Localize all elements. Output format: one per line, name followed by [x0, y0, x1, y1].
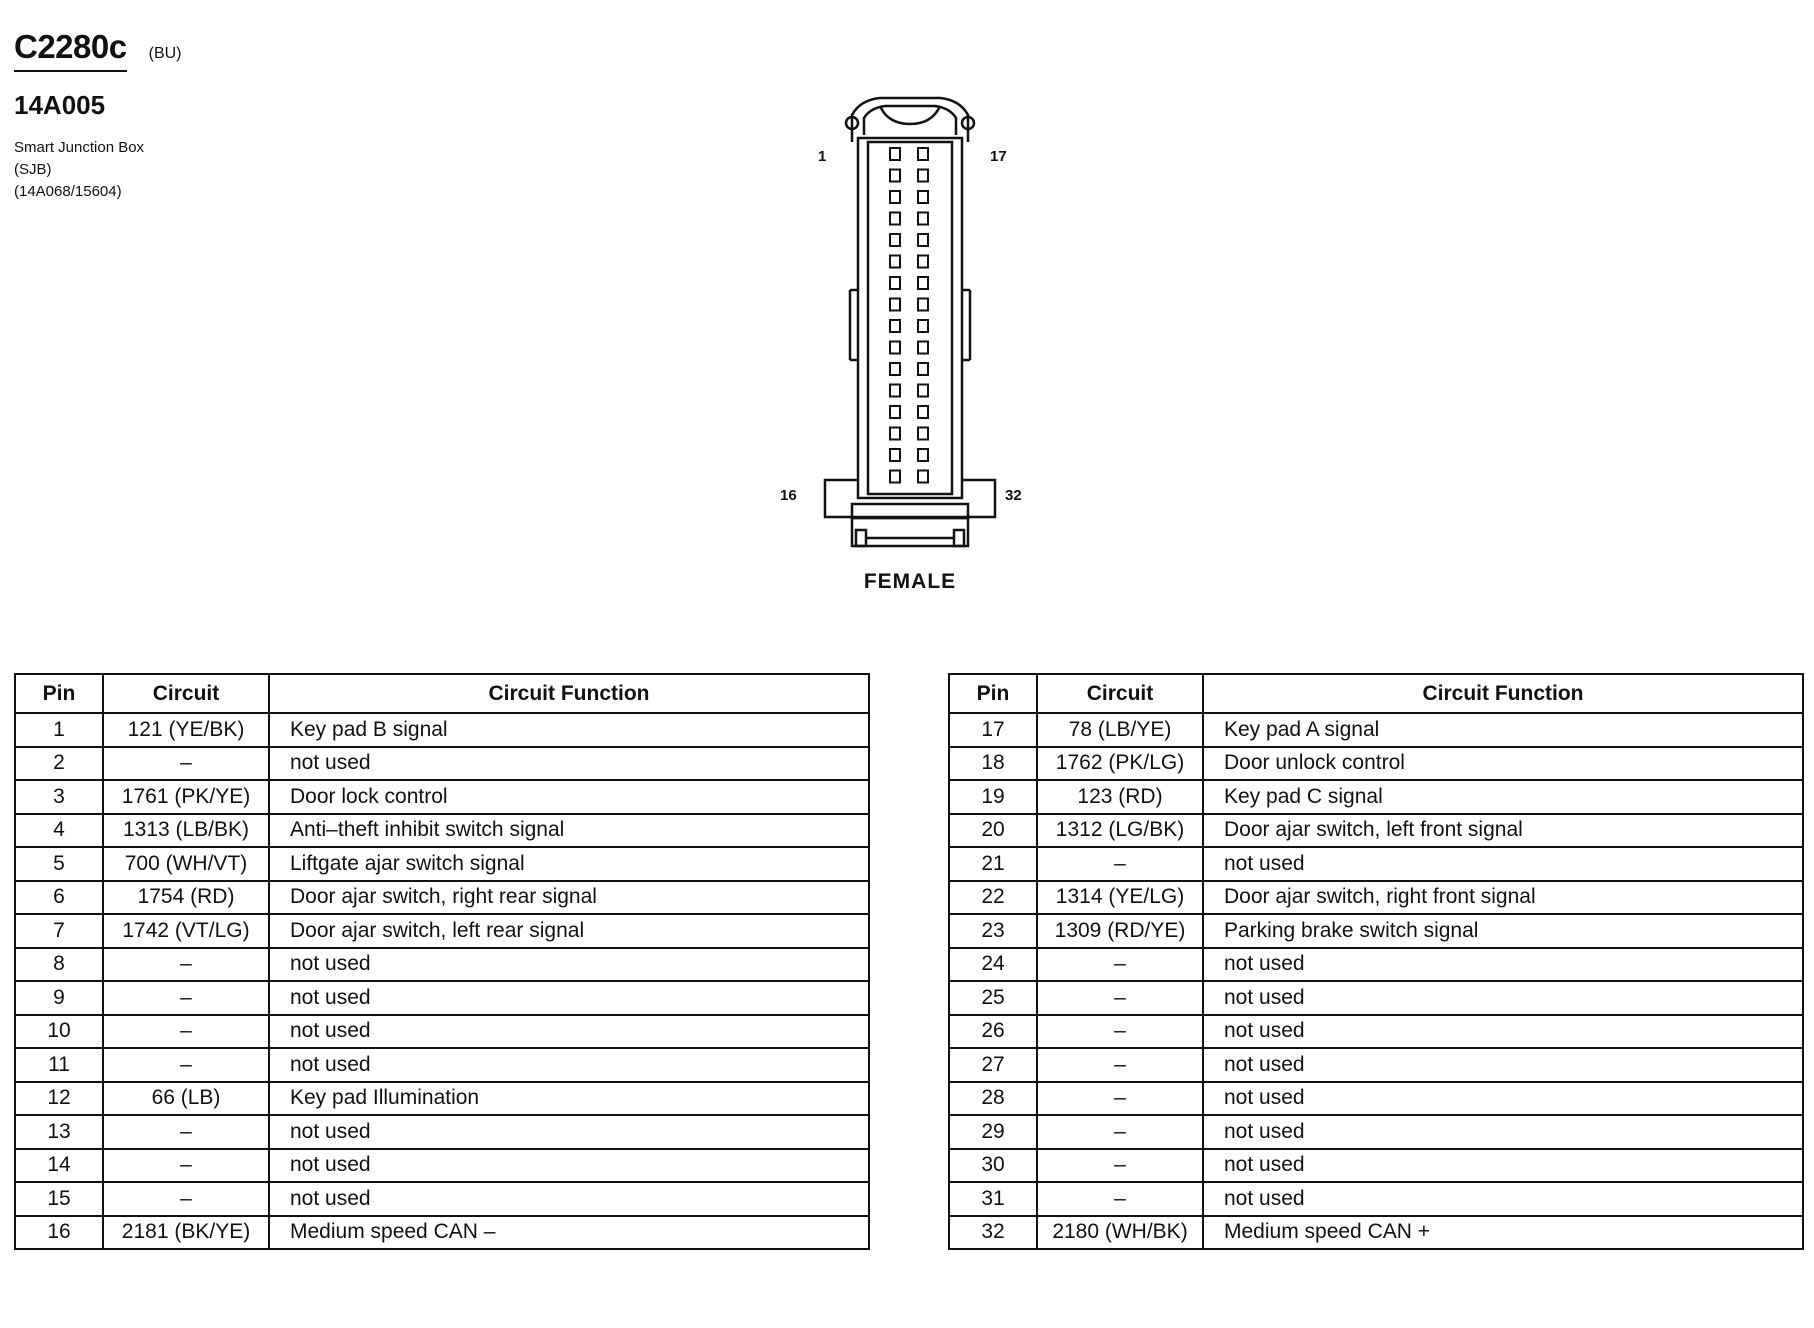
- table-row: [15, 814, 869, 848]
- pin-cell: 26: [949, 1015, 1037, 1049]
- function-cell: Door unlock control: [1203, 747, 1803, 781]
- function-cell: not used: [1203, 1182, 1803, 1216]
- table-row: [949, 948, 1803, 982]
- pin-cavity: [918, 256, 928, 268]
- pin-cavity: [890, 256, 900, 268]
- pin-cavity: [918, 428, 928, 440]
- circuit-cell: 1313 (LB/BK): [103, 814, 269, 848]
- circuit-cell: 1742 (VT/LG): [103, 914, 269, 948]
- circuit-cell: –: [103, 1015, 269, 1049]
- table-row: [949, 1216, 1803, 1250]
- table-row: [15, 1182, 869, 1216]
- header-function: Circuit Function: [269, 674, 869, 713]
- table-row: [15, 780, 869, 814]
- circuit-cell: 700 (WH/VT): [103, 847, 269, 881]
- table-row: [15, 881, 869, 915]
- pin-label-17: 17: [990, 148, 1007, 165]
- function-cell: Key pad A signal: [1203, 713, 1803, 747]
- circuit-cell: 1314 (YE/LG): [1037, 881, 1203, 915]
- table-row: [949, 1182, 1803, 1216]
- pin-cell: 30: [949, 1149, 1037, 1183]
- function-cell: not used: [1203, 1149, 1803, 1183]
- pin-cell: 22: [949, 881, 1037, 915]
- function-cell: Door ajar switch, right front signal: [1203, 881, 1803, 915]
- function-cell: not used: [269, 1115, 869, 1149]
- pin-cell: 7: [15, 914, 103, 948]
- pin-label-32: 32: [1005, 487, 1022, 504]
- function-cell: not used: [1203, 1015, 1803, 1049]
- pin-cell: 28: [949, 1082, 1037, 1116]
- pin-cell: 11: [15, 1048, 103, 1082]
- pin-cavity: [890, 385, 900, 397]
- table-row: [15, 1082, 869, 1116]
- pin-cell: 16: [15, 1216, 103, 1250]
- pin-cell: 10: [15, 1015, 103, 1049]
- function-cell: not used: [1203, 1082, 1803, 1116]
- table-row: [15, 1048, 869, 1082]
- header-pin: Pin: [15, 674, 103, 713]
- table-row: [15, 914, 869, 948]
- circuit-cell: 1761 (PK/YE): [103, 780, 269, 814]
- circuit-cell: 2181 (BK/YE): [103, 1216, 269, 1250]
- function-cell: Key pad B signal: [269, 713, 869, 747]
- function-cell: not used: [269, 1149, 869, 1183]
- circuit-cell: –: [1037, 948, 1203, 982]
- connector-color: (BU): [148, 45, 182, 62]
- circuit-cell: –: [103, 1149, 269, 1183]
- pin-label-1: 1: [818, 148, 827, 165]
- function-cell: Door lock control: [269, 780, 869, 814]
- table-row: [15, 948, 869, 982]
- pin-cell: 17: [949, 713, 1037, 747]
- pin-cell: 32: [949, 1216, 1037, 1250]
- pin-cavity: [918, 342, 928, 354]
- table-row: [949, 847, 1803, 881]
- description-line: (14A068/15604): [14, 183, 122, 200]
- function-cell: not used: [1203, 948, 1803, 982]
- pin-cell: 20: [949, 814, 1037, 848]
- function-cell: not used: [269, 1182, 869, 1216]
- table-row: [15, 1015, 869, 1049]
- pin-cavity: [918, 449, 928, 461]
- function-cell: Anti–theft inhibit switch signal: [269, 814, 869, 848]
- table-header-row: [15, 674, 869, 713]
- function-cell: Parking brake switch signal: [1203, 914, 1803, 948]
- pinout-table-left: [14, 673, 870, 1250]
- table-row: [15, 981, 869, 1015]
- pin-cell: 24: [949, 948, 1037, 982]
- function-cell: not used: [269, 1015, 869, 1049]
- table-row: [949, 914, 1803, 948]
- circuit-cell: 66 (LB): [103, 1082, 269, 1116]
- circuit-cell: –: [1037, 1149, 1203, 1183]
- header-circuit: Circuit: [1037, 674, 1203, 713]
- description-line: Smart Junction Box: [14, 139, 145, 156]
- table-row: [949, 814, 1803, 848]
- circuit-cell: –: [1037, 981, 1203, 1015]
- table-row: [949, 1115, 1803, 1149]
- pin-cell: 9: [15, 981, 103, 1015]
- circuit-cell: 123 (RD): [1037, 780, 1203, 814]
- connector-title: [14, 28, 182, 72]
- pin-cell: 2: [15, 747, 103, 781]
- function-cell: Key pad Illumination: [269, 1082, 869, 1116]
- pin-cavity: [918, 320, 928, 332]
- circuit-cell: –: [1037, 1182, 1203, 1216]
- pin-cell: 21: [949, 847, 1037, 881]
- pin-cavity: [890, 148, 900, 160]
- pin-cell: 13: [15, 1115, 103, 1149]
- table-header-row: [949, 674, 1803, 713]
- circuit-cell: 1312 (LG/BK): [1037, 814, 1203, 848]
- pin-cavity: [918, 148, 928, 160]
- pin-cell: 27: [949, 1048, 1037, 1082]
- table-row: [15, 1115, 869, 1149]
- circuit-cell: –: [1037, 847, 1203, 881]
- pin-cavity: [890, 320, 900, 332]
- pin-cavity: [890, 170, 900, 182]
- pin-cell: 12: [15, 1082, 103, 1116]
- pin-cavity: [918, 213, 928, 225]
- function-cell: not used: [1203, 847, 1803, 881]
- pin-cavity: [890, 363, 900, 375]
- pin-cavity: [890, 299, 900, 311]
- function-cell: not used: [269, 948, 869, 982]
- circuit-cell: –: [103, 747, 269, 781]
- function-cell: Liftgate ajar switch signal: [269, 847, 869, 881]
- circuit-cell: 1754 (RD): [103, 881, 269, 915]
- description-line: (SJB): [14, 161, 52, 178]
- circuit-cell: 1309 (RD/YE): [1037, 914, 1203, 948]
- connector-id: C2280c: [14, 28, 127, 72]
- pin-cell: 15: [15, 1182, 103, 1216]
- pin-cell: 1: [15, 713, 103, 747]
- pin-cell: 14: [15, 1149, 103, 1183]
- pinout-table-right: [948, 673, 1804, 1250]
- pin-cavity: [918, 191, 928, 203]
- circuit-cell: 78 (LB/YE): [1037, 713, 1203, 747]
- pin-cavity: [890, 428, 900, 440]
- header-function: Circuit Function: [1203, 674, 1803, 713]
- circuit-cell: –: [1037, 1082, 1203, 1116]
- function-cell: Door ajar switch, left rear signal: [269, 914, 869, 948]
- function-cell: Key pad C signal: [1203, 780, 1803, 814]
- pin-cavity: [918, 170, 928, 182]
- pin-cell: 31: [949, 1182, 1037, 1216]
- table-row: [949, 981, 1803, 1015]
- table-row: [949, 747, 1803, 781]
- circuit-cell: –: [103, 1115, 269, 1149]
- table-row: [949, 1048, 1803, 1082]
- circuit-cell: –: [103, 948, 269, 982]
- circuit-cell: –: [1037, 1015, 1203, 1049]
- table-row: [949, 881, 1803, 915]
- pin-cavity: [918, 471, 928, 483]
- pin-cavity: [918, 234, 928, 246]
- pin-cell: 23: [949, 914, 1037, 948]
- table-row: [15, 747, 869, 781]
- pin-cavity: [890, 406, 900, 418]
- function-cell: Medium speed CAN –: [269, 1216, 869, 1250]
- circuit-cell: –: [103, 981, 269, 1015]
- pin-cavity: [890, 213, 900, 225]
- connector-gender-label: FEMALE: [863, 570, 957, 593]
- pin-cavity: [890, 191, 900, 203]
- component-description: [14, 137, 182, 203]
- pin-cavity: [918, 277, 928, 289]
- pin-cell: 18: [949, 747, 1037, 781]
- function-cell: Door ajar switch, left front signal: [1203, 814, 1803, 848]
- table-row: [949, 713, 1803, 747]
- pin-cavity: [918, 299, 928, 311]
- header-circuit: Circuit: [103, 674, 269, 713]
- pin-cavity: [890, 234, 900, 246]
- pin-cell: 25: [949, 981, 1037, 1015]
- function-cell: not used: [1203, 1048, 1803, 1082]
- function-cell: not used: [269, 1048, 869, 1082]
- pin-cavity: [890, 471, 900, 483]
- circuit-cell: 2180 (WH/BK): [1037, 1216, 1203, 1250]
- circuit-cell: 1762 (PK/LG): [1037, 747, 1203, 781]
- function-cell: not used: [1203, 1115, 1803, 1149]
- part-number: 14A005: [14, 90, 106, 120]
- table-row: [949, 1082, 1803, 1116]
- circuit-cell: 121 (YE/BK): [103, 713, 269, 747]
- table-row: [949, 1015, 1803, 1049]
- pin-cell: 29: [949, 1115, 1037, 1149]
- pin-cell: 3: [15, 780, 103, 814]
- pin-cell: 6: [15, 881, 103, 915]
- circuit-cell: –: [103, 1182, 269, 1216]
- pin-cavity: [890, 342, 900, 354]
- circuit-cell: –: [1037, 1048, 1203, 1082]
- table-row: [949, 1149, 1803, 1183]
- pin-label-16: 16: [780, 487, 797, 504]
- function-cell: not used: [269, 981, 869, 1015]
- circuit-cell: –: [1037, 1115, 1203, 1149]
- pin-cell: 4: [15, 814, 103, 848]
- pin-cell: 5: [15, 847, 103, 881]
- function-cell: not used: [1203, 981, 1803, 1015]
- pin-cell: 8: [15, 948, 103, 982]
- table-row: [15, 1149, 869, 1183]
- function-cell: Medium speed CAN +: [1203, 1216, 1803, 1250]
- table-row: [15, 847, 869, 881]
- pin-cavity: [890, 449, 900, 461]
- table-row: [15, 1216, 869, 1250]
- function-cell: Door ajar switch, right rear signal: [269, 881, 869, 915]
- pin-cavity: [918, 363, 928, 375]
- pin-cavity: [890, 277, 900, 289]
- pin-cell: 19: [949, 780, 1037, 814]
- table-row: [15, 713, 869, 747]
- function-cell: not used: [269, 747, 869, 781]
- pin-cavity: [918, 406, 928, 418]
- pin-cavity: [918, 385, 928, 397]
- table-row: [949, 780, 1803, 814]
- connector-diagram: [780, 90, 1040, 610]
- circuit-cell: –: [103, 1048, 269, 1082]
- header-pin: Pin: [949, 674, 1037, 713]
- connector-header: [14, 28, 182, 203]
